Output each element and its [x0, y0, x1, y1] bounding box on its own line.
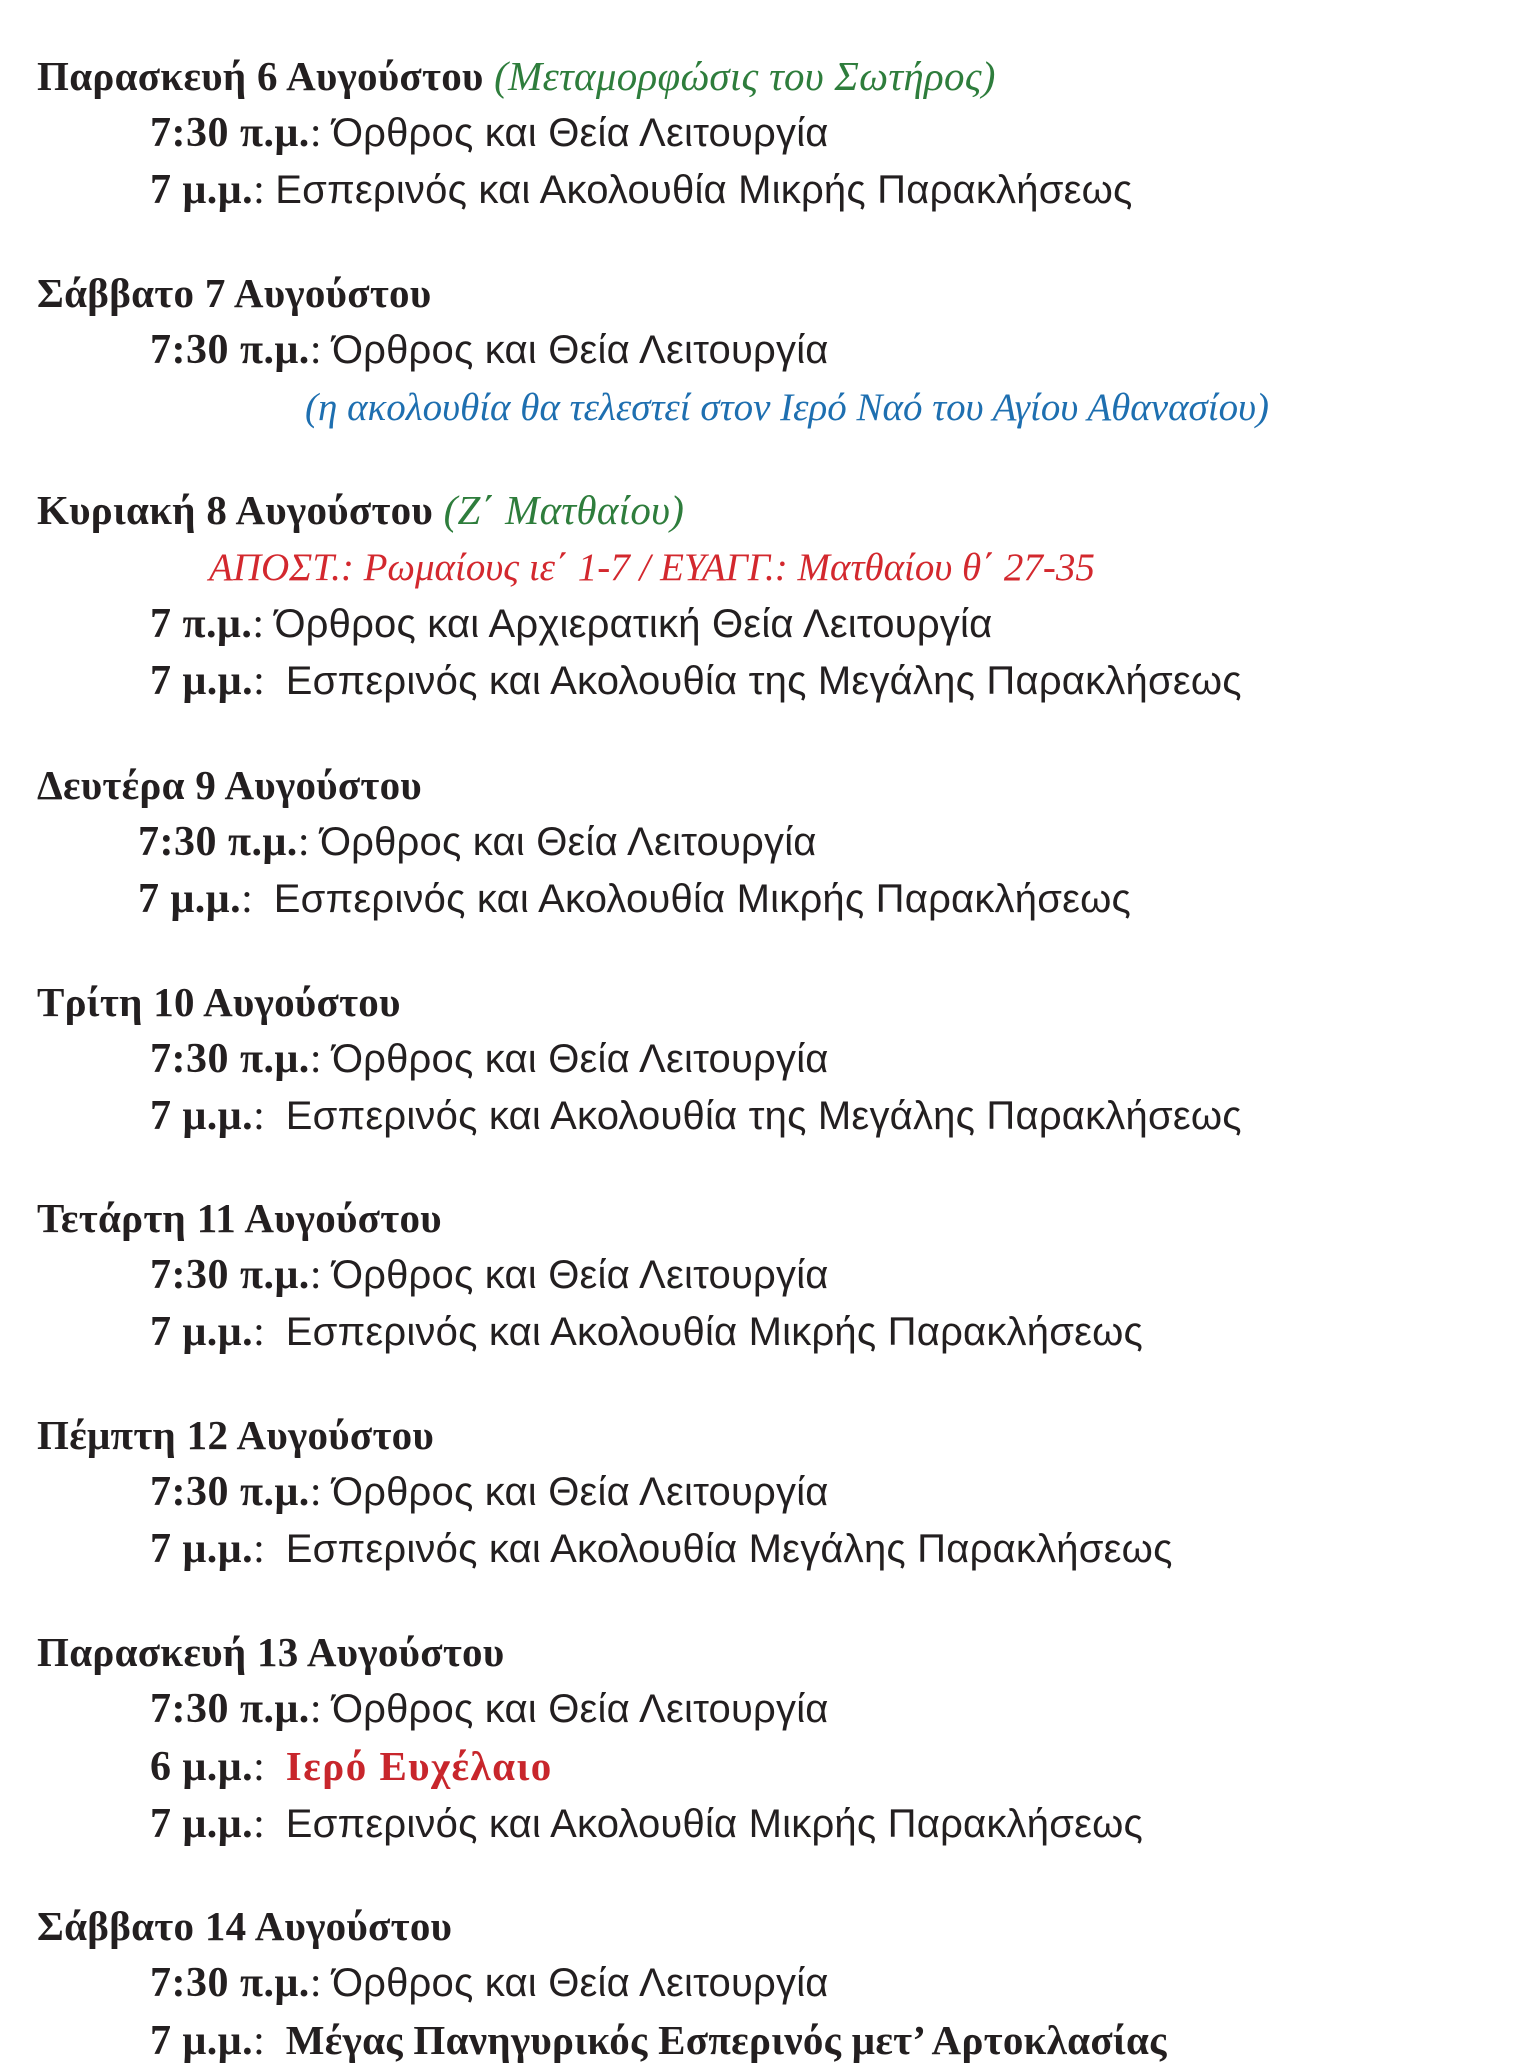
service-line: 6 μ.μ.: Ιερό Ευχέλαιο: [150, 1743, 553, 1790]
special-service: Ιερό Ευχέλαιο: [285, 1743, 553, 1789]
day-heading: [37, 1624, 1507, 1681]
service-desc: Όρθρος και Αρχιερατική Θεία Λειτουργία: [274, 602, 993, 646]
service-line: 7:30 π.μ.: Όρθρος και Θεία Λειτουργία: [150, 1686, 829, 1732]
service-desc: Όρθρος και Θεία Λειτουργία: [331, 1961, 829, 2005]
service-line: 7 π.μ.: Όρθρος και Αρχιερατική Θεία Λειτουργία: [150, 601, 993, 647]
service-desc: Όρθρος και Θεία Λειτουργία: [331, 111, 829, 155]
day-title: Δευτέρα 9 Αυγούστου: [37, 762, 423, 808]
service-line: 7 μ.μ.: Εσπερινός και Ακολουθία της Μεγάλης Παρακλήσεως: [150, 658, 1242, 704]
day-block: [37, 482, 1507, 710]
day-heading: [37, 1190, 1507, 1247]
service-desc: Εσπερινός και Ακολουθία Μικρής Παρακλήσεως: [285, 1310, 1144, 1354]
service-desc: Όρθρος και Θεία Λειτουργία: [331, 1037, 829, 1081]
day-block: [37, 1898, 1507, 2070]
day-heading: [37, 1407, 1507, 1464]
feast-name: (Ζ΄ Ματθαίου): [443, 487, 685, 533]
day-title: Παρασκευή 13 Αυγούστου: [37, 1629, 505, 1675]
service-desc: Όρθρος και Θεία Λειτουργία: [319, 820, 817, 864]
readings-note: ΑΠΟΣΤ.: Ρωμαίους ιε΄ 1-7 / ΕΥΑΓΓ.: Ματθαίου θ΄ 27-35: [209, 546, 1095, 589]
day-title: Πέμπτη 12 Αυγούστου: [37, 1412, 435, 1458]
service-desc: Εσπερινός και Ακολουθία Μεγάλης Παρακλήσεως: [285, 1527, 1173, 1571]
service-time: 7 μ.μ.: [150, 658, 254, 704]
service-time: 7:30 π.μ.: [150, 1252, 310, 1298]
day-heading: [37, 48, 1507, 105]
day-block: [37, 48, 1507, 219]
service-line: 7:30 π.μ.: Όρθρος και Θεία Λειτουργία: [150, 1960, 829, 2006]
service-time: 7:30 π.μ.: [150, 1686, 310, 1732]
day-title: Παρασκευή 6 Αυγούστου: [37, 53, 484, 99]
service-time: 7 μ.μ.: [150, 1309, 254, 1355]
day-block: [37, 1624, 1507, 1853]
service-time: 7 μ.μ.: [138, 876, 242, 922]
day-title: Σάββατο 14 Αυγούστου: [37, 1903, 453, 1949]
day-block: [37, 265, 1507, 436]
day-heading: [37, 1898, 1507, 1955]
service-desc: Όρθρος και Θεία Λειτουργία: [331, 1253, 829, 1297]
day-heading: [37, 265, 1507, 322]
service-desc: Εσπερινός και Ακολουθία της Μεγάλης Παρακλήσεως: [285, 1094, 1242, 1138]
service-desc: Όρθρος και Θεία Λειτουργία: [331, 328, 829, 372]
location-note: (η ακολουθία θα τελεστεί στον Ιερό Ναό του Αγίου Αθανασίου): [305, 386, 1270, 429]
service-line: 7:30 π.μ.: Όρθρος και Θεία Λειτουργία: [150, 327, 829, 373]
service-line: 7:30 π.μ.: Όρθρος και Θεία Λειτουργία: [150, 1036, 829, 1082]
service-desc: Μέγας Πανηγυρικός Εσπερινός μετ’ Αρτοκλασίας: [285, 2017, 1167, 2063]
day-block: [37, 974, 1507, 1145]
service-desc: Εσπερινός και Ακολουθία Μικρής Παρακλήσεως: [285, 1802, 1144, 1846]
service-line: 7 μ.μ.: Εσπερινός και Ακολουθία Μεγάλης Παρακλήσεως: [150, 1526, 1173, 1572]
service-time: 7 π.μ.: [150, 601, 253, 647]
service-desc: Όρθρος και Θεία Λειτουργία: [331, 1470, 829, 1514]
service-time: 7:30 π.μ.: [150, 1469, 310, 1515]
service-line: 7:30 π.μ.: Όρθρος και Θεία Λειτουργία: [150, 1252, 829, 1298]
day-block: [37, 757, 1507, 928]
service-desc: Εσπερινός και Ακολουθία Μικρής Παρακλήσεως: [273, 877, 1132, 921]
day-title: Σάββατο 7 Αυγούστου: [37, 270, 432, 316]
service-desc: Εσπερινός και Ακολουθία της Μεγάλης Παρακλήσεως: [285, 659, 1242, 703]
service-line: 7 μ.μ.: Εσπερινός και Ακολουθία της Μεγάλης Παρακλήσεως: [150, 1093, 1242, 1139]
service-line: 7 μ.μ.: Εσπερινός και Ακολουθία Μικρής Παρακλήσεως: [150, 1801, 1144, 1847]
day-title: Κυριακή 8 Αυγούστου: [37, 487, 434, 533]
service-desc: Όρθρος και Θεία Λειτουργία: [331, 1687, 829, 1731]
service-line: 7 μ.μ.: Μέγας Πανηγυρικός Εσπερινός μετ’ Αρτοκλασίας: [150, 2017, 1167, 2064]
day-heading: [37, 757, 1507, 814]
service-time: 7 μ.μ.: [150, 167, 254, 213]
service-time: 7:30 π.μ.: [150, 110, 310, 156]
service-line: 7 μ.μ.: Εσπερινός και Ακολουθία Μικρής Παρακλήσεως: [138, 876, 1132, 922]
service-line: 7 μ.μ.: Εσπερινός και Ακολουθία Μικρής Παρακλήσεως: [150, 167, 1133, 213]
service-time: 7:30 π.μ.: [150, 1036, 310, 1082]
day-heading: [37, 974, 1507, 1031]
service-line: 7 μ.μ.: Εσπερινός και Ακολουθία Μικρής Παρακλήσεως: [150, 1309, 1144, 1355]
service-time: 6 μ.μ.: [150, 1744, 254, 1790]
day-title: Τετάρτη 11 Αυγούστου: [37, 1195, 442, 1241]
day-block: [37, 1190, 1507, 1361]
day-title: Τρίτη 10 Αυγούστου: [37, 979, 401, 1025]
service-time: 7 μ.μ.: [150, 1801, 254, 1847]
day-heading: [37, 482, 1507, 539]
service-desc: Εσπερινός και Ακολουθία Μικρής Παρακλήσεως: [275, 168, 1133, 212]
day-block: [37, 1407, 1507, 1578]
service-time: 7:30 π.μ.: [150, 1960, 310, 2006]
service-line: 7:30 π.μ.: Όρθρος και Θεία Λειτουργία: [150, 1469, 829, 1515]
service-time: 7:30 π.μ.: [138, 819, 298, 865]
service-line: 7:30 π.μ.: Όρθρος και Θεία Λειτουργία: [150, 110, 829, 156]
service-time: 7:30 π.μ.: [150, 327, 310, 373]
service-time: 7 μ.μ.: [150, 1093, 254, 1139]
service-time: 7 μ.μ.: [150, 1526, 254, 1572]
service-time: 7 μ.μ.: [150, 2018, 254, 2064]
feast-name: (Μεταμορφώσις του Σωτήρος): [494, 53, 996, 99]
service-line: 7:30 π.μ.: Όρθρος και Θεία Λειτουργία: [138, 819, 817, 865]
